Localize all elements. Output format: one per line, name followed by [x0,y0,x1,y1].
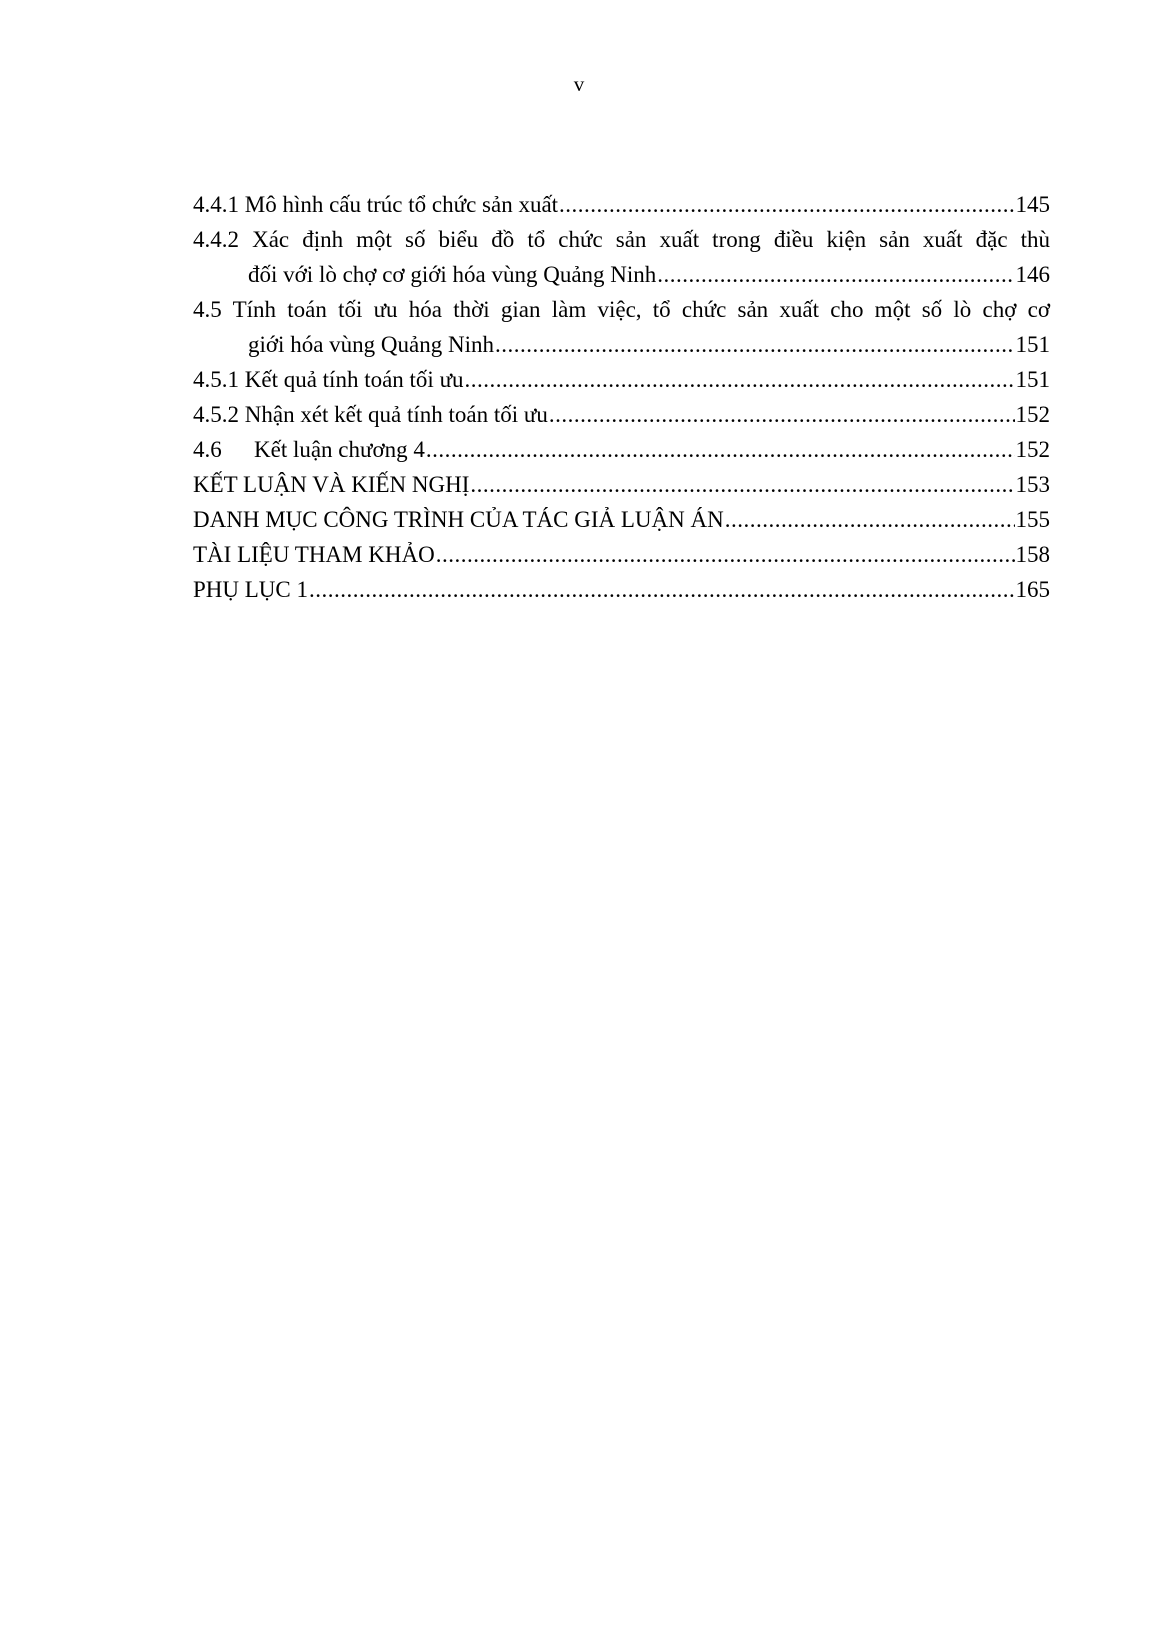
dot-leader [426,432,1015,467]
toc-entry-danh-muc[interactable] [193,502,1050,537]
toc-page-ref: 165 [1015,577,1050,602]
toc-page-ref: 146 [1015,262,1050,287]
toc-entry-title: 4.5 Tính toán tối ưu hóa thời gian làm việc, tổ chức sản xuất cho một số lò chợ cơ [193,297,1050,322]
toc-page-ref: 151 [1015,367,1050,392]
toc-page-ref: 145 [1015,192,1050,217]
toc-entry-phu-luc[interactable] [193,572,1050,607]
toc-page-ref: 151 [1015,332,1050,357]
dot-leader [559,187,1014,222]
toc-entry-4-5-1[interactable] [193,362,1050,397]
toc-page-ref: 155 [1015,507,1050,532]
dot-leader [309,572,1014,607]
toc-entry-title: 4.5.1 Kết quả tính toán tối ưu [193,367,464,392]
toc-entry-4-5-2[interactable] [193,397,1050,432]
toc-entry-title: Kết luận chương 4 [254,437,425,462]
dot-leader [495,327,1015,362]
toc-page-ref: 158 [1015,542,1050,567]
toc-entry-4-4-1[interactable] [193,187,1050,222]
toc-entry-tai-lieu[interactable] [193,537,1050,572]
toc-entry-title: KẾT LUẬN VÀ KIẾN NGHỊ [193,472,470,497]
toc-entry-4-5[interactable] [193,292,1050,362]
dot-leader [436,537,1015,572]
dot-leader [465,362,1015,397]
toc-entry-number: 4.6 [193,437,222,462]
dot-leader [470,467,1014,502]
toc-entry-4-6[interactable] [193,432,1050,467]
dot-leader [725,502,1015,537]
toc-entry-title: TÀI LIỆU THAM KHẢO [193,542,435,567]
table-of-contents [193,187,1050,607]
toc-entry-title: DANH MỤC CÔNG TRÌNH CỦA TÁC GIẢ LUẬN ÁN [193,507,724,532]
toc-entry-title: 4.4.1 Mô hình cấu trúc tổ chức sản xuất [193,192,559,217]
toc-page-ref: 152 [1015,437,1050,462]
toc-entry-title: 4.5.2 Nhận xét kết quả tính toán tối ưu [193,402,548,427]
toc-entry-title-continued: giới hóa vùng Quảng Ninh [248,332,494,357]
dot-leader [549,397,1015,432]
toc-entry-title: PHỤ LỤC 1 [193,577,309,602]
toc-entry-title: 4.4.2 Xác định một số biểu đồ tổ chức sản xuất trong điều kiện sản xuất đặc thù [193,227,1050,252]
toc-page-ref: 153 [1015,472,1050,497]
toc-entry-4-4-2[interactable] [193,222,1050,292]
dot-leader [657,257,1014,292]
toc-entry-title-continued: đối với lò chợ cơ giới hóa vùng Quảng Ninh [248,262,657,287]
page-number: v [573,72,585,96]
toc-entry-ket-luan[interactable] [193,467,1050,502]
toc-page-ref: 152 [1015,402,1050,427]
